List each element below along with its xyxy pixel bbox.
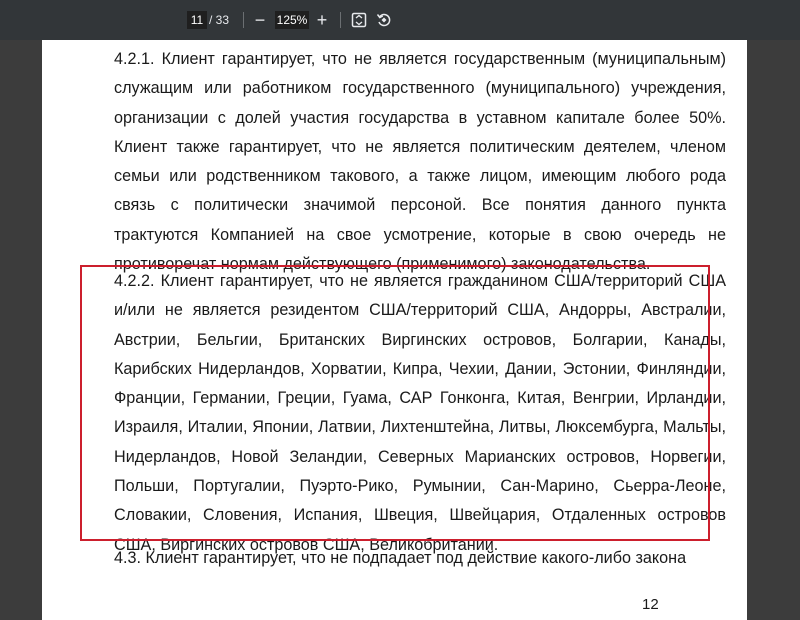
fit-to-page-icon[interactable] xyxy=(350,0,368,40)
pdf-toolbar xyxy=(0,0,800,40)
page-number-input[interactable]: 11 xyxy=(187,11,207,29)
toolbar-divider xyxy=(340,12,341,28)
zoom-in-button[interactable]: + xyxy=(316,9,328,30)
fit-to-page-icon-svg xyxy=(351,12,367,28)
paragraph-4-3: 4.3. Клиент гарантирует, что не подпадает под действие какого-либо закона xyxy=(114,549,687,567)
zoom-level-input[interactable]: 125% xyxy=(276,13,308,27)
zoom-out-button[interactable]: − xyxy=(254,9,266,30)
toolbar-divider xyxy=(243,12,244,28)
paragraph-4-2-2: 4.2.2. Клиент гарантирует, что не является гражданином США/территорий США и/или не является резидентом США/территорий США, Андорры, Австралии, Австрии, Бельгии, Британских Виргинских островов, Болгарии, Канады, Карибских Нидерландов, Хорватии, Кипра, Чехии, Дании, Эстонии, Финляндии, Франции, Германии, Греции, Гуама, САР Гонконга, Китая, Венгрии, Ирландии, Израиля, Италии, Японии, Латвии, Лихтенштейна, Литвы, Люксембурга, Мальты, Нидерландов, Новой Зеландии, Северных Марианских островов, Норвегии, Польши, Португалии, Пуэрто-Рико, Румынии, Сан-Марино, Сьерра-Леоне, Словакии, Словения, Испания, Швеция, Швейцария, Отдаленных островов США, Виргинских островов США, Великобритании. xyxy=(114,272,726,554)
rotate-icon[interactable] xyxy=(375,0,393,40)
highlight-box xyxy=(80,265,710,541)
page-number: 12 xyxy=(642,596,659,613)
rotate-icon-svg xyxy=(376,12,392,28)
paragraph-4-2-1: 4.2.1. Клиент гарантирует, что не является государственным (муниципальным) служащим или работником государственного (муниципального) учреждения, организации с долей участия государства в уставном капитале более 50%. Клиент также гарантирует, что не является политическим деятелем, членом семьи или родственником такового, а также лицом, имеющим любого рода связь с политически значимой персоной. Все понятия данного пункта трактуются Компанией на свое усмотрение, которые в свою очередь не противоречат нормам действующего (применимого) законодательства. xyxy=(114,50,726,274)
page-total-label: / 33 xyxy=(209,13,230,27)
document-page xyxy=(42,40,747,620)
